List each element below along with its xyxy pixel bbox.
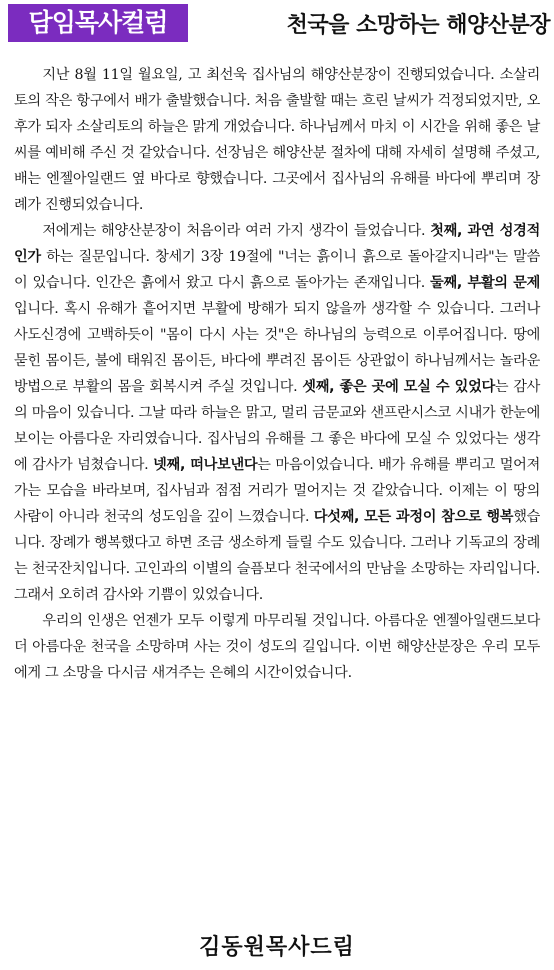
- emphasis-fifth: 다섯째, 모든 과정이 참으로 행복: [313, 509, 514, 525]
- column-badge: 담임목사컬럼: [8, 4, 188, 42]
- paragraph-text: 지난 8월 11일 월요일, 고 최선욱 집사님의 해양산분장이 진행되었습니다. 소살리토의 작은 항구에서 배가 출발했습니다. 처음 출발할 때는 흐린 날씨가 걱정되었지만, 오후가 되자 소살리토의 하늘은 맑게 개었습니다. 하나님께서 마치 이 시간을 위해 좋은 날씨를 예비해 주신 것 같았습니다. 선장님은 해양산분 절차에 대해 자세히 설명해 주셨고, 배는 엔젤아일랜드 옆 바다로 향했습니다. 그곳에서 집사님의 유해를 바다에 뿌리며 장례가 진행되었습니다.: [14, 67, 540, 213]
- paragraph-text: 했습니다. 장례가 행복했다고 하면 조금 생소하게 들릴 수도 있습니다. 그러나 기독교의 장례는 천국잔치입니다. 고인과의 이별의 슬픔보다 천국에서의 만남을 소망하는 자리입니다. 그래서 오히려 감사와 기쁨이 있었습니다.: [14, 509, 540, 603]
- author-signature: 김동원목사드림: [199, 934, 355, 960]
- paragraph-1: [14, 62, 540, 218]
- emphasis-first: 첫째, 과연 성경적인가: [14, 223, 540, 265]
- paragraph-text: 저에게는 해양산분장이 처음이라 여러 가지 생각이 들었습니다.: [42, 223, 431, 239]
- paragraph-2: [14, 218, 540, 608]
- emphasis-third: 셋째, 좋은 곳에 모실 수 있었다: [302, 379, 495, 395]
- emphasis-fourth: 넷째, 떠나보낸다: [153, 457, 258, 473]
- paragraph-text: 우리의 인생은 언젠가 모두 이렇게 마무리될 것입니다. 아름다운 엔젤아일랜드보다 더 아름다운 천국을 소망하며 사는 것이 성도의 길입니다. 이번 해양산분장은 우리 모두에게 그 소망을 다시금 새겨주는 은혜의 시간이었습니다.: [14, 613, 540, 681]
- paragraph-text: 하는 질문입니다. 창세기 3장 19절에 "너는 흙이니 흙으로 돌아갈지니라"는 말씀이 있습니다. 인간은 흙에서 왔고 다시 흙으로 돌아가는 존재입니다.: [14, 249, 540, 291]
- paragraph-3: [14, 608, 540, 686]
- emphasis-second: 둘째, 부활의 문제: [430, 275, 540, 291]
- page-title: 천국을 소망하는 해양산분장: [286, 12, 550, 38]
- paragraph-text: 입니다. 혹시 유해가 흩어지면 부활에 방해가 되지 않을까 생각할 수 있습니다. 그러나 사도신경에 고백하듯이 "몸이 다시 사는 것"은 하나님의 능력으로 이루어집니다. 땅에 묻힌 몸이든, 불에 태워진 몸이든, 바다에 뿌려진 몸이든 상관없이 하나님께서는 놀라운 방법으로 부활의 몸을 회복시켜 주실 것입니다.: [14, 301, 540, 395]
- article-body: [14, 62, 540, 686]
- paragraph-text: 는 감사의 마음이 있습니다. 그날 따라 하늘은 맑고, 멀리 금문교와 샌프란시스코 시내가 한눈에 보이는 아름다운 자리였습니다. 집사님의 유해를 그 좋은 바다에 모실 수 있었다는 생각에 감사가 넘쳤습니다.: [14, 379, 541, 473]
- paragraph-text: 는 마음이었습니다. 배가 유해를 뿌리고 멀어져 가는 모습을 바라보며, 집사님과 점점 거리가 멀어지는 것 같았습니다. 이제는 이 땅의 사람이 아니라 천국의 성도임을 깊이 느꼈습니다.: [14, 457, 540, 525]
